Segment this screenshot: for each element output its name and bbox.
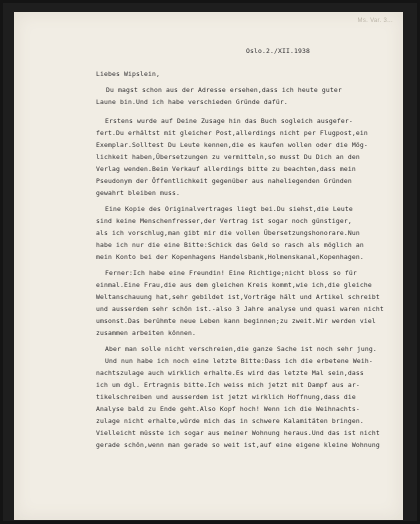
text-line: gewahrt bleiben muss.: [96, 189, 180, 197]
archive-reference: Ms. Var. 3...: [357, 18, 393, 24]
text-line: lichkeit haben,Übersetzungen zu vermitteln,so musst Du Dich an den: [96, 153, 360, 161]
text-line: Weltanschauung hat,sehr gebildet ist,Vorträge hält und Artikel schreibt: [96, 293, 380, 301]
text-line: Ferner:Ich habe eine Freundin! Eine Richtige;nicht bloss so für: [105, 269, 357, 277]
text-line: Du magst schon aus der Adresse ersehen,dass ich heute guter: [106, 86, 342, 94]
text-line: zusammen arbeiten können.: [96, 329, 196, 337]
text-line: Erstens wurde auf Deine Zusage hin das Buch sogleich ausgefer-: [105, 117, 353, 125]
text-line: tikelschreiben und ausserdem ist jetzt wirklich Hoffnung,dass die: [96, 393, 356, 401]
letter-date: Oslo.2./XII.1938: [246, 47, 310, 55]
text-line: ich um dgl. Ertragnis bitte.Ich weiss mich jetzt mit Dampf aus ar-: [96, 381, 360, 389]
text-line: einmal.Eine Frau,die aus dem gleichen Kreis kommt,wie ich,die gleiche: [96, 281, 372, 289]
text-line: Analyse bald zu Ende geht.Also Kopf hoch! Wenn ich die Weihnachts-: [96, 405, 360, 413]
text-line: Eine Kopie des Originalvertrages liegt bei.Du siehst,die Leute: [105, 205, 353, 213]
text-line: als ich vorschlug,man gibt mir die vollen Übersetzungshonorare.Nun: [96, 229, 360, 237]
text-line: nachtszulage auch wirklich erhalte.Es wird das letzte Mal sein,dass: [96, 369, 364, 377]
text-line: zulage nicht erhalte,würde mich das in schwere Kalamitäten bringen.: [96, 417, 364, 425]
letter-page: [14, 12, 403, 520]
text-line: Aber man solle nicht verschreien,die ganze Sache ist noch sehr jung.: [105, 345, 377, 353]
text-line: mein Konto bei der Kopenhagens Handelsbank,Holmenskanal,Kopenhagen.: [96, 253, 364, 261]
text-line: umsonst.Das berühmte neue Leben kann beginnen;zu zweit.Wir werden viel: [96, 317, 376, 325]
text-line: sind keine Menschenfresser,der Vertrag ist sogar noch günstiger,: [96, 217, 352, 225]
text-line: Exemplar.Solltest Du Leute kennen,die es kaufen wollen oder die Mög-: [96, 141, 368, 149]
text-line: und ausserdem sehr schön ist.-also 3 Jahre analyse und quasi waren nicht: [96, 305, 384, 313]
text-line: Pseudonym der Öffentlichkeit gegenüber aus naheliegenden Gründen: [96, 177, 352, 185]
text-line: habe ich nur die eine Bitte:Schick das Geld so rasch als möglich an: [96, 241, 364, 249]
letter-salutation: Liebes Wipslein,: [96, 70, 160, 78]
text-line: Und nun habe ich noch eine letzte Bitte:Dass ich die erbetene Weih-: [105, 357, 373, 365]
text-line: Vielleicht müsste ich sogar aus meiner Wohnung heraus.Und das ist nicht: [96, 429, 380, 437]
text-line: Verlag wenden.Beim Verkauf allerdings bitte zu beachten,dass mein: [96, 165, 356, 173]
text-line: Laune bin.Und ich habe verschieden Gründe dafür.: [96, 98, 288, 106]
text-line: gerade schön,wenn man gerade so weit ist,auf eine eigene kleine Wohnung: [96, 441, 380, 449]
text-line: fert.Du erhältst mit gleicher Post,allerdings nicht per Flugpost,ein: [96, 129, 368, 137]
